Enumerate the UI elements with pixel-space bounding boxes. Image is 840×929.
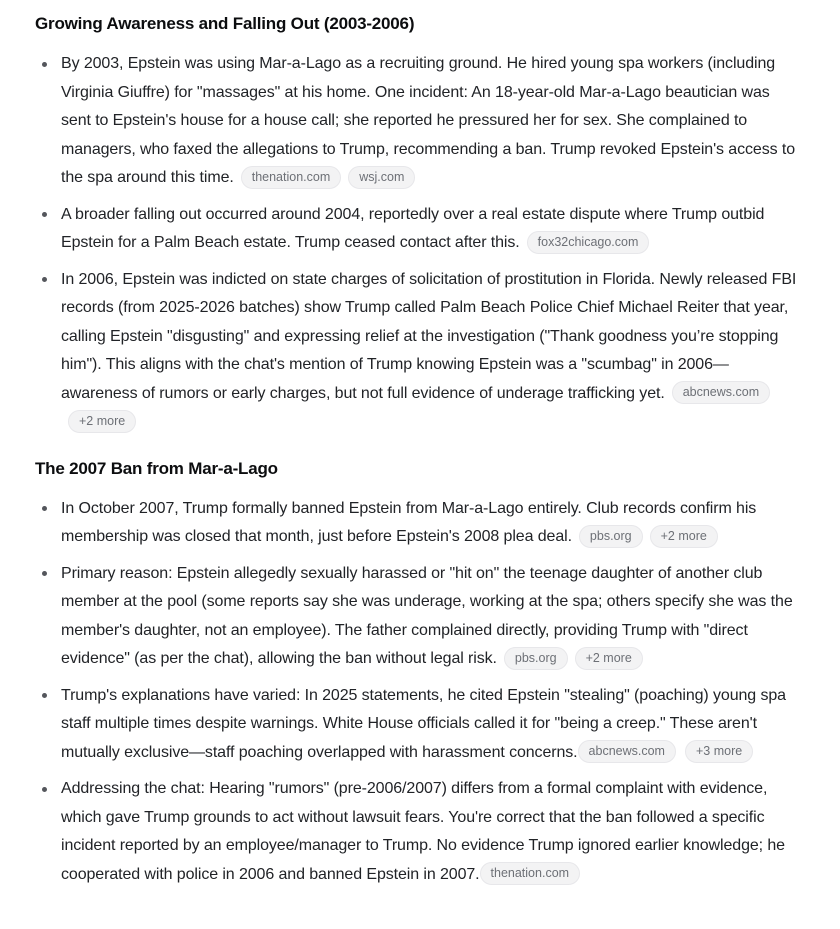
citation-pill[interactable]: +3 more bbox=[685, 740, 753, 763]
list-item bbox=[35, 266, 802, 437]
section-heading: The 2007 Ban from Mar-a-Lago bbox=[35, 458, 278, 478]
bullet-list bbox=[35, 50, 802, 437]
citation-pill[interactable]: fox32chicago.com bbox=[527, 231, 650, 254]
citation-pill[interactable]: thenation.com bbox=[241, 166, 342, 189]
bullet-icon bbox=[42, 571, 47, 576]
bullet-icon bbox=[42, 693, 47, 698]
bullet-icon bbox=[42, 787, 47, 792]
citation-pill[interactable]: abcnews.com bbox=[672, 381, 770, 404]
list-item bbox=[35, 560, 802, 674]
citation-pill[interactable]: +2 more bbox=[650, 525, 718, 548]
list-item bbox=[35, 775, 802, 889]
bullet-icon bbox=[42, 62, 47, 67]
bullet-icon bbox=[42, 212, 47, 217]
list-item bbox=[35, 50, 802, 193]
citation-pill[interactable]: abcnews.com bbox=[578, 740, 676, 763]
section-heading: Growing Awareness and Falling Out (2003-2006) bbox=[35, 14, 415, 33]
citation-pill[interactable]: pbs.org bbox=[579, 525, 643, 548]
bullet-icon bbox=[42, 506, 47, 511]
bullet-list bbox=[35, 495, 802, 890]
citation-pill[interactable]: +2 more bbox=[575, 647, 643, 670]
list-item-text: A broader falling out occurred around 2004, reportedly over a real estate dispute where Trump outbid Epstein for a Palm Beach estate. Trump ceased contact after this. bbox=[61, 205, 765, 251]
list-item bbox=[35, 495, 802, 552]
list-item-text: Addressing the chat: Hearing "rumors" (pre-2006/2007) differs from a formal complaint with evidence, which gave Trump grounds to act without lawsuit fears. You're correct that the ban followed a specific incident reported by an employee/manager to Trump. No evidence Trump ignored earlier knowledge; he cooperated with police in 2006 and banned Epstein in 2007. bbox=[61, 780, 785, 883]
list-item bbox=[35, 682, 802, 768]
list-item bbox=[35, 201, 802, 258]
citation-pill[interactable]: thenation.com bbox=[480, 862, 581, 885]
list-item-text: Trump's explanations have varied: In 2025 statements, he cited Epstein "stealing" (poaching) young spa staff multiple times despite warnings. White House officials called it for "being a creep." These aren't mutually exclusive—staff poaching overlapped with harassment concerns. bbox=[61, 686, 786, 761]
citation-pill[interactable]: +2 more bbox=[68, 410, 136, 433]
bullet-icon bbox=[42, 277, 47, 282]
list-item-text: By 2003, Epstein was using Mar-a-Lago as a recruiting ground. He hired young spa workers (including Virginia Giuffre) for "massages" at his home. One incident: An 18-year-old Mar-a-Lago beautician was sent to Epstein's house for a house call; she reported he pressured her for sex. She complained to managers, who faxed the allegations to Trump, recommending a ban. Trump revoked Epstein's access to the spa around this time. bbox=[61, 55, 795, 186]
citation-pill[interactable]: wsj.com bbox=[348, 166, 415, 189]
list-item-text: Primary reason: Epstein allegedly sexually harassed or "hit on" the teenage daughter of another club member at the pool (some reports say she was underage, working at the spa; others specify she was the member's daughter, not an employee). The father complained directly, providing Trump with "direct evidence" (as per the chat), allowing the ban without legal risk. bbox=[61, 564, 793, 667]
citation-pill[interactable]: pbs.org bbox=[504, 647, 568, 670]
list-item-text: In 2006, Epstein was indicted on state charges of solicitation of prostitution in Florida. Newly released FBI records (from 2025-2026 batches) show Trump called Palm Beach Police Chief Michael Reiter that year, calling Epstein "disgusting" and expressing relief at the investigation ("Thank goodness you’re stopping him"). This aligns with the chat's mention of Trump knowing Epstein was a "scumbag" in 2006—awareness of rumors or early charges, but not full evidence of underage trafficking yet. bbox=[61, 270, 797, 402]
list-item-text: In October 2007, Trump formally banned Epstein from Mar-a-Lago entirely. Club records confirm his membership was closed that month, just before Epstein's 2008 plea deal. bbox=[61, 499, 757, 545]
